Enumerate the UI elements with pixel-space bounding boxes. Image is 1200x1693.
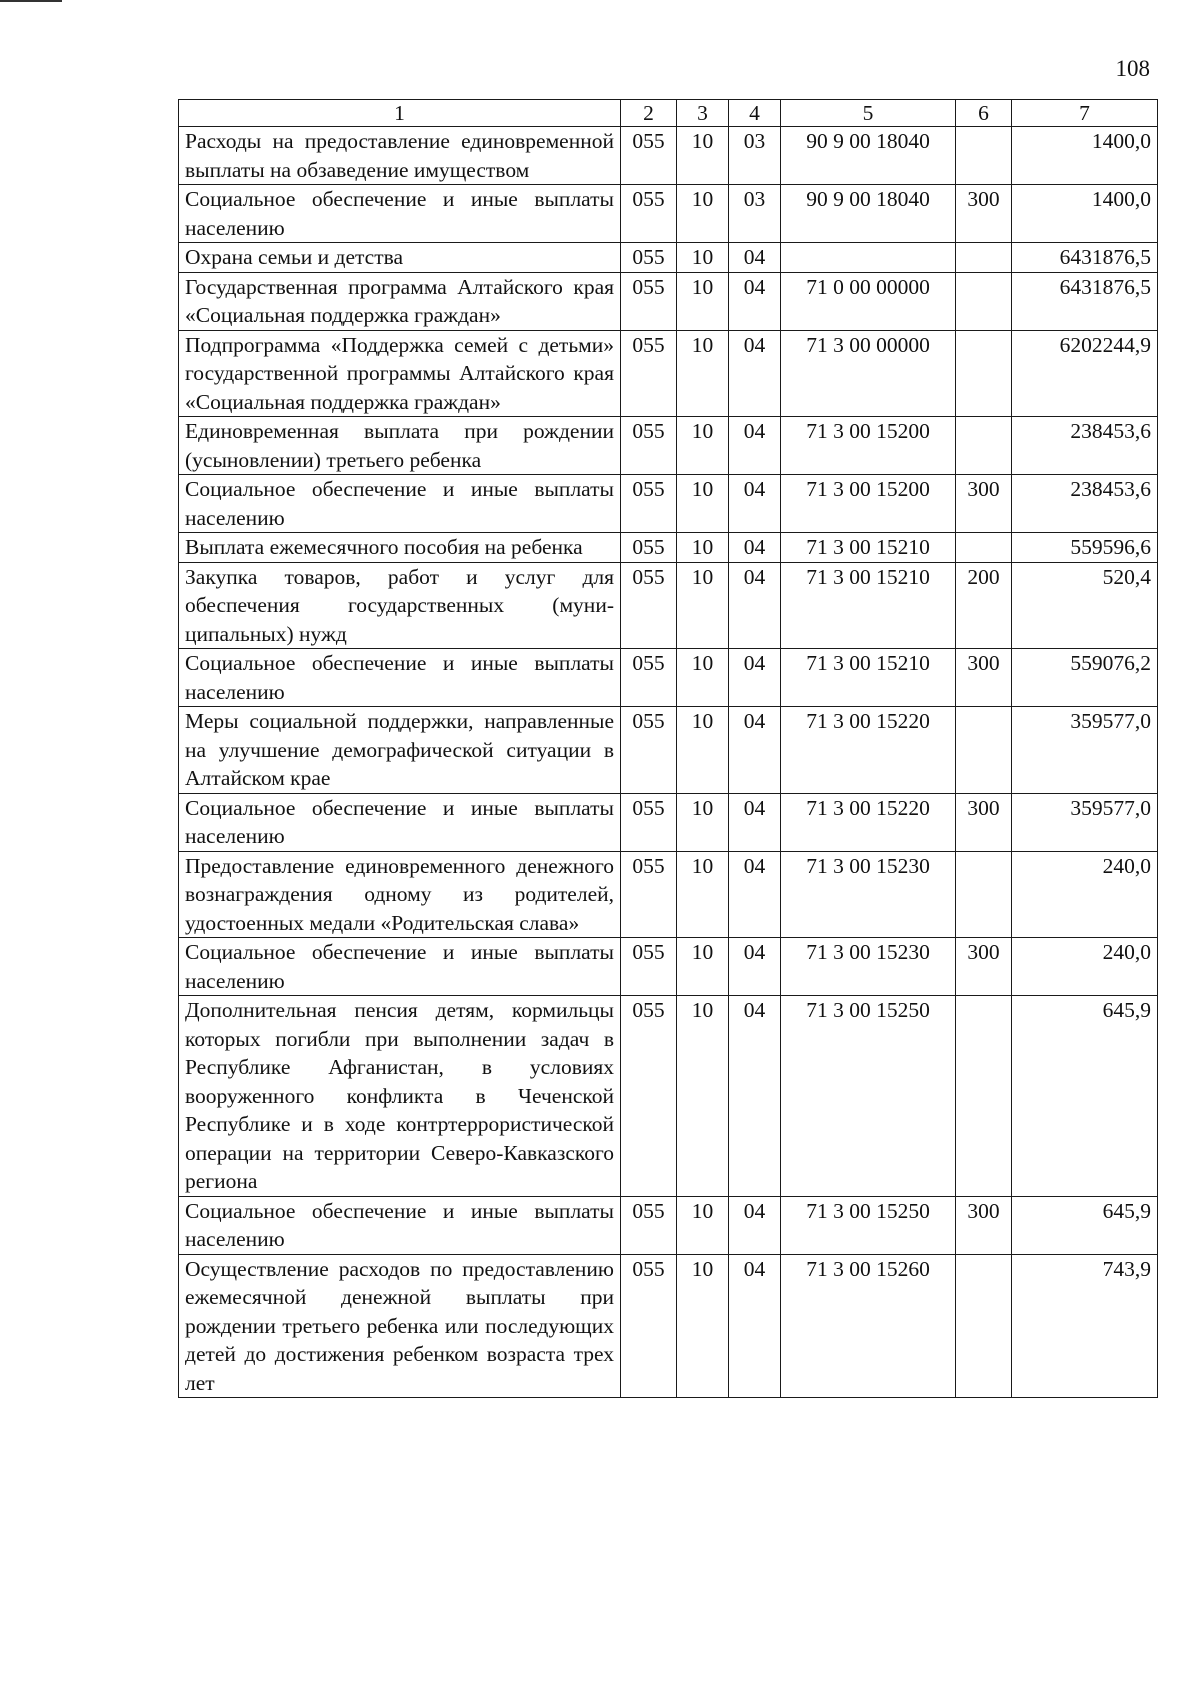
target-article-cell: 90 9 00 18040	[781, 127, 956, 185]
subsection-cell: 04	[729, 243, 781, 273]
expense-type-cell	[956, 330, 1012, 417]
target-article-cell	[781, 243, 956, 273]
section-cell: 10	[677, 1196, 729, 1254]
subsection-cell: 04	[729, 562, 781, 649]
subsection-cell: 04	[729, 475, 781, 533]
item-name-cell: Единовременная выплата при рождении (усыновлении) третьего ребенка	[179, 417, 621, 475]
section-cell: 10	[677, 649, 729, 707]
admin-code-cell: 055	[621, 1196, 677, 1254]
expense-type-cell	[956, 707, 1012, 794]
target-article-cell: 71 3 00 15200	[781, 475, 956, 533]
admin-code-cell: 055	[621, 243, 677, 273]
admin-code-cell: 055	[621, 851, 677, 938]
table-row	[179, 996, 1158, 1197]
section-cell: 10	[677, 185, 729, 243]
section-cell: 10	[677, 127, 729, 185]
target-article-cell: 71 3 00 15220	[781, 707, 956, 794]
item-name-cell: Социальное обеспечение и иные выплаты населению	[179, 185, 621, 243]
subsection-cell: 04	[729, 330, 781, 417]
target-article-cell: 71 3 00 15230	[781, 851, 956, 938]
item-name-cell: Меры социальной поддержки, направленные на улучшение демографической ситуации в Алтайском крае	[179, 707, 621, 794]
section-cell: 10	[677, 793, 729, 851]
amount-cell: 520,4	[1012, 562, 1158, 649]
item-name-cell: Предоставление единовременного денежного вознаграждения одному из родителей, удостоенных медали «Родительская слава»	[179, 851, 621, 938]
amount-cell: 743,9	[1012, 1254, 1158, 1398]
subsection-cell: 03	[729, 185, 781, 243]
expense-type-cell	[956, 243, 1012, 273]
subsection-cell: 04	[729, 417, 781, 475]
column-header: 7	[1012, 100, 1158, 127]
expense-type-cell: 300	[956, 649, 1012, 707]
section-cell: 10	[677, 996, 729, 1197]
item-name-cell: Государственная программа Алтайского края «Социальная поддержка граждан»	[179, 272, 621, 330]
admin-code-cell: 055	[621, 562, 677, 649]
target-article-cell: 71 3 00 00000	[781, 330, 956, 417]
section-cell: 10	[677, 330, 729, 417]
expense-type-cell	[956, 417, 1012, 475]
admin-code-cell: 055	[621, 185, 677, 243]
item-name-cell: Осуществление расходов по предоставлению ежемесячной денежной выплаты при рождении третьего ребенка или последующих детей до достижения ребенком возраста трех лет	[179, 1254, 621, 1398]
admin-code-cell: 055	[621, 707, 677, 794]
amount-cell: 6431876,5	[1012, 272, 1158, 330]
item-name-cell: Социальное обеспечение и иные выплаты населению	[179, 1196, 621, 1254]
target-article-cell: 71 3 00 15250	[781, 996, 956, 1197]
admin-code-cell: 055	[621, 938, 677, 996]
target-article-cell: 71 3 00 15200	[781, 417, 956, 475]
column-header: 2	[621, 100, 677, 127]
column-header: 6	[956, 100, 1012, 127]
item-name-cell: Расходы на предоставление единовременной выплаты на обзаведение имуществом	[179, 127, 621, 185]
amount-cell: 559596,6	[1012, 533, 1158, 563]
subsection-cell: 04	[729, 996, 781, 1197]
table-row	[179, 243, 1158, 273]
amount-cell: 645,9	[1012, 996, 1158, 1197]
admin-code-cell: 055	[621, 127, 677, 185]
target-article-cell: 71 3 00 15210	[781, 562, 956, 649]
target-article-cell: 71 3 00 15260	[781, 1254, 956, 1398]
expense-type-cell: 300	[956, 1196, 1012, 1254]
item-name-cell: Охрана семьи и детства	[179, 243, 621, 273]
target-article-cell: 71 3 00 15230	[781, 938, 956, 996]
table-row	[179, 793, 1158, 851]
subsection-cell: 04	[729, 1254, 781, 1398]
section-cell: 10	[677, 243, 729, 273]
admin-code-cell: 055	[621, 1254, 677, 1398]
column-header: 1	[179, 100, 621, 127]
table-row	[179, 533, 1158, 563]
amount-cell: 645,9	[1012, 1196, 1158, 1254]
amount-cell: 240,0	[1012, 938, 1158, 996]
amount-cell: 559076,2	[1012, 649, 1158, 707]
table-row	[179, 185, 1158, 243]
admin-code-cell: 055	[621, 417, 677, 475]
table-row	[179, 1254, 1158, 1398]
table-row	[179, 938, 1158, 996]
section-cell: 10	[677, 417, 729, 475]
item-name-cell: Социальное обеспечение и иные выплаты населению	[179, 475, 621, 533]
target-article-cell: 71 3 00 15210	[781, 533, 956, 563]
target-article-cell: 71 3 00 15250	[781, 1196, 956, 1254]
item-name-cell: Закупка товаров, работ и услуг для обеспечения государственных (муниципальных) нужд	[179, 562, 621, 649]
expense-type-cell	[956, 272, 1012, 330]
amount-cell: 1400,0	[1012, 127, 1158, 185]
admin-code-cell: 055	[621, 793, 677, 851]
target-article-cell: 71 0 00 00000	[781, 272, 956, 330]
item-name-cell: Дополнительная пенсия детям, кормильцы которых погибли при выполнении задач в Республике Афганистан, в условиях вооруженного конфликта в Чеченской Республике и в ходе контртеррористической операции на территории Северо-Кавказского региона	[179, 996, 621, 1197]
subsection-cell: 04	[729, 938, 781, 996]
corner-mark	[0, 0, 62, 2]
item-name-cell: Подпрограмма «Поддержка семей с детьми» государственной программы Алтайского края «Социальная поддержка граждан»	[179, 330, 621, 417]
admin-code-cell: 055	[621, 533, 677, 563]
column-header: 4	[729, 100, 781, 127]
expense-type-cell: 200	[956, 562, 1012, 649]
item-name-cell: Выплата ежемесячного пособия на ребенка	[179, 533, 621, 563]
amount-cell: 6202244,9	[1012, 330, 1158, 417]
section-cell: 10	[677, 938, 729, 996]
subsection-cell: 04	[729, 272, 781, 330]
amount-cell: 359577,0	[1012, 793, 1158, 851]
table-row	[179, 127, 1158, 185]
subsection-cell: 04	[729, 793, 781, 851]
expense-type-cell: 300	[956, 475, 1012, 533]
table-row	[179, 1196, 1158, 1254]
admin-code-cell: 055	[621, 330, 677, 417]
column-header: 5	[781, 100, 956, 127]
section-cell: 10	[677, 562, 729, 649]
subsection-cell: 04	[729, 1196, 781, 1254]
expense-type-cell	[956, 127, 1012, 185]
table-body	[179, 127, 1158, 1398]
target-article-cell: 90 9 00 18040	[781, 185, 956, 243]
admin-code-cell: 055	[621, 272, 677, 330]
item-name-cell: Социальное обеспечение и иные выплаты населению	[179, 938, 621, 996]
table-row	[179, 330, 1158, 417]
expense-type-cell: 300	[956, 185, 1012, 243]
page-number: 108	[1115, 56, 1150, 81]
table-row	[179, 851, 1158, 938]
item-name-cell: Социальное обеспечение и иные выплаты населению	[179, 649, 621, 707]
target-article-cell: 71 3 00 15210	[781, 649, 956, 707]
admin-code-cell: 055	[621, 649, 677, 707]
expense-type-cell	[956, 1254, 1012, 1398]
amount-cell: 6431876,5	[1012, 243, 1158, 273]
amount-cell: 359577,0	[1012, 707, 1158, 794]
amount-cell: 240,0	[1012, 851, 1158, 938]
budget-table	[178, 99, 1158, 1398]
table-row	[179, 272, 1158, 330]
expense-type-cell: 300	[956, 793, 1012, 851]
table-row	[179, 649, 1158, 707]
subsection-cell: 03	[729, 127, 781, 185]
expense-type-cell: 300	[956, 938, 1012, 996]
subsection-cell: 04	[729, 533, 781, 563]
amount-cell: 1400,0	[1012, 185, 1158, 243]
section-cell: 10	[677, 1254, 729, 1398]
table-row	[179, 707, 1158, 794]
admin-code-cell: 055	[621, 996, 677, 1197]
column-header: 3	[677, 100, 729, 127]
target-article-cell: 71 3 00 15220	[781, 793, 956, 851]
section-cell: 10	[677, 533, 729, 563]
section-cell: 10	[677, 272, 729, 330]
subsection-cell: 04	[729, 851, 781, 938]
header-row	[179, 100, 1158, 127]
expense-type-cell	[956, 996, 1012, 1197]
table-row	[179, 475, 1158, 533]
section-cell: 10	[677, 707, 729, 794]
table-row	[179, 417, 1158, 475]
admin-code-cell: 055	[621, 475, 677, 533]
amount-cell: 238453,6	[1012, 417, 1158, 475]
section-cell: 10	[677, 851, 729, 938]
section-cell: 10	[677, 475, 729, 533]
item-name-cell: Социальное обеспечение и иные выплаты населению	[179, 793, 621, 851]
amount-cell: 238453,6	[1012, 475, 1158, 533]
table-row	[179, 562, 1158, 649]
expense-type-cell	[956, 533, 1012, 563]
subsection-cell: 04	[729, 649, 781, 707]
expense-type-cell	[956, 851, 1012, 938]
subsection-cell: 04	[729, 707, 781, 794]
